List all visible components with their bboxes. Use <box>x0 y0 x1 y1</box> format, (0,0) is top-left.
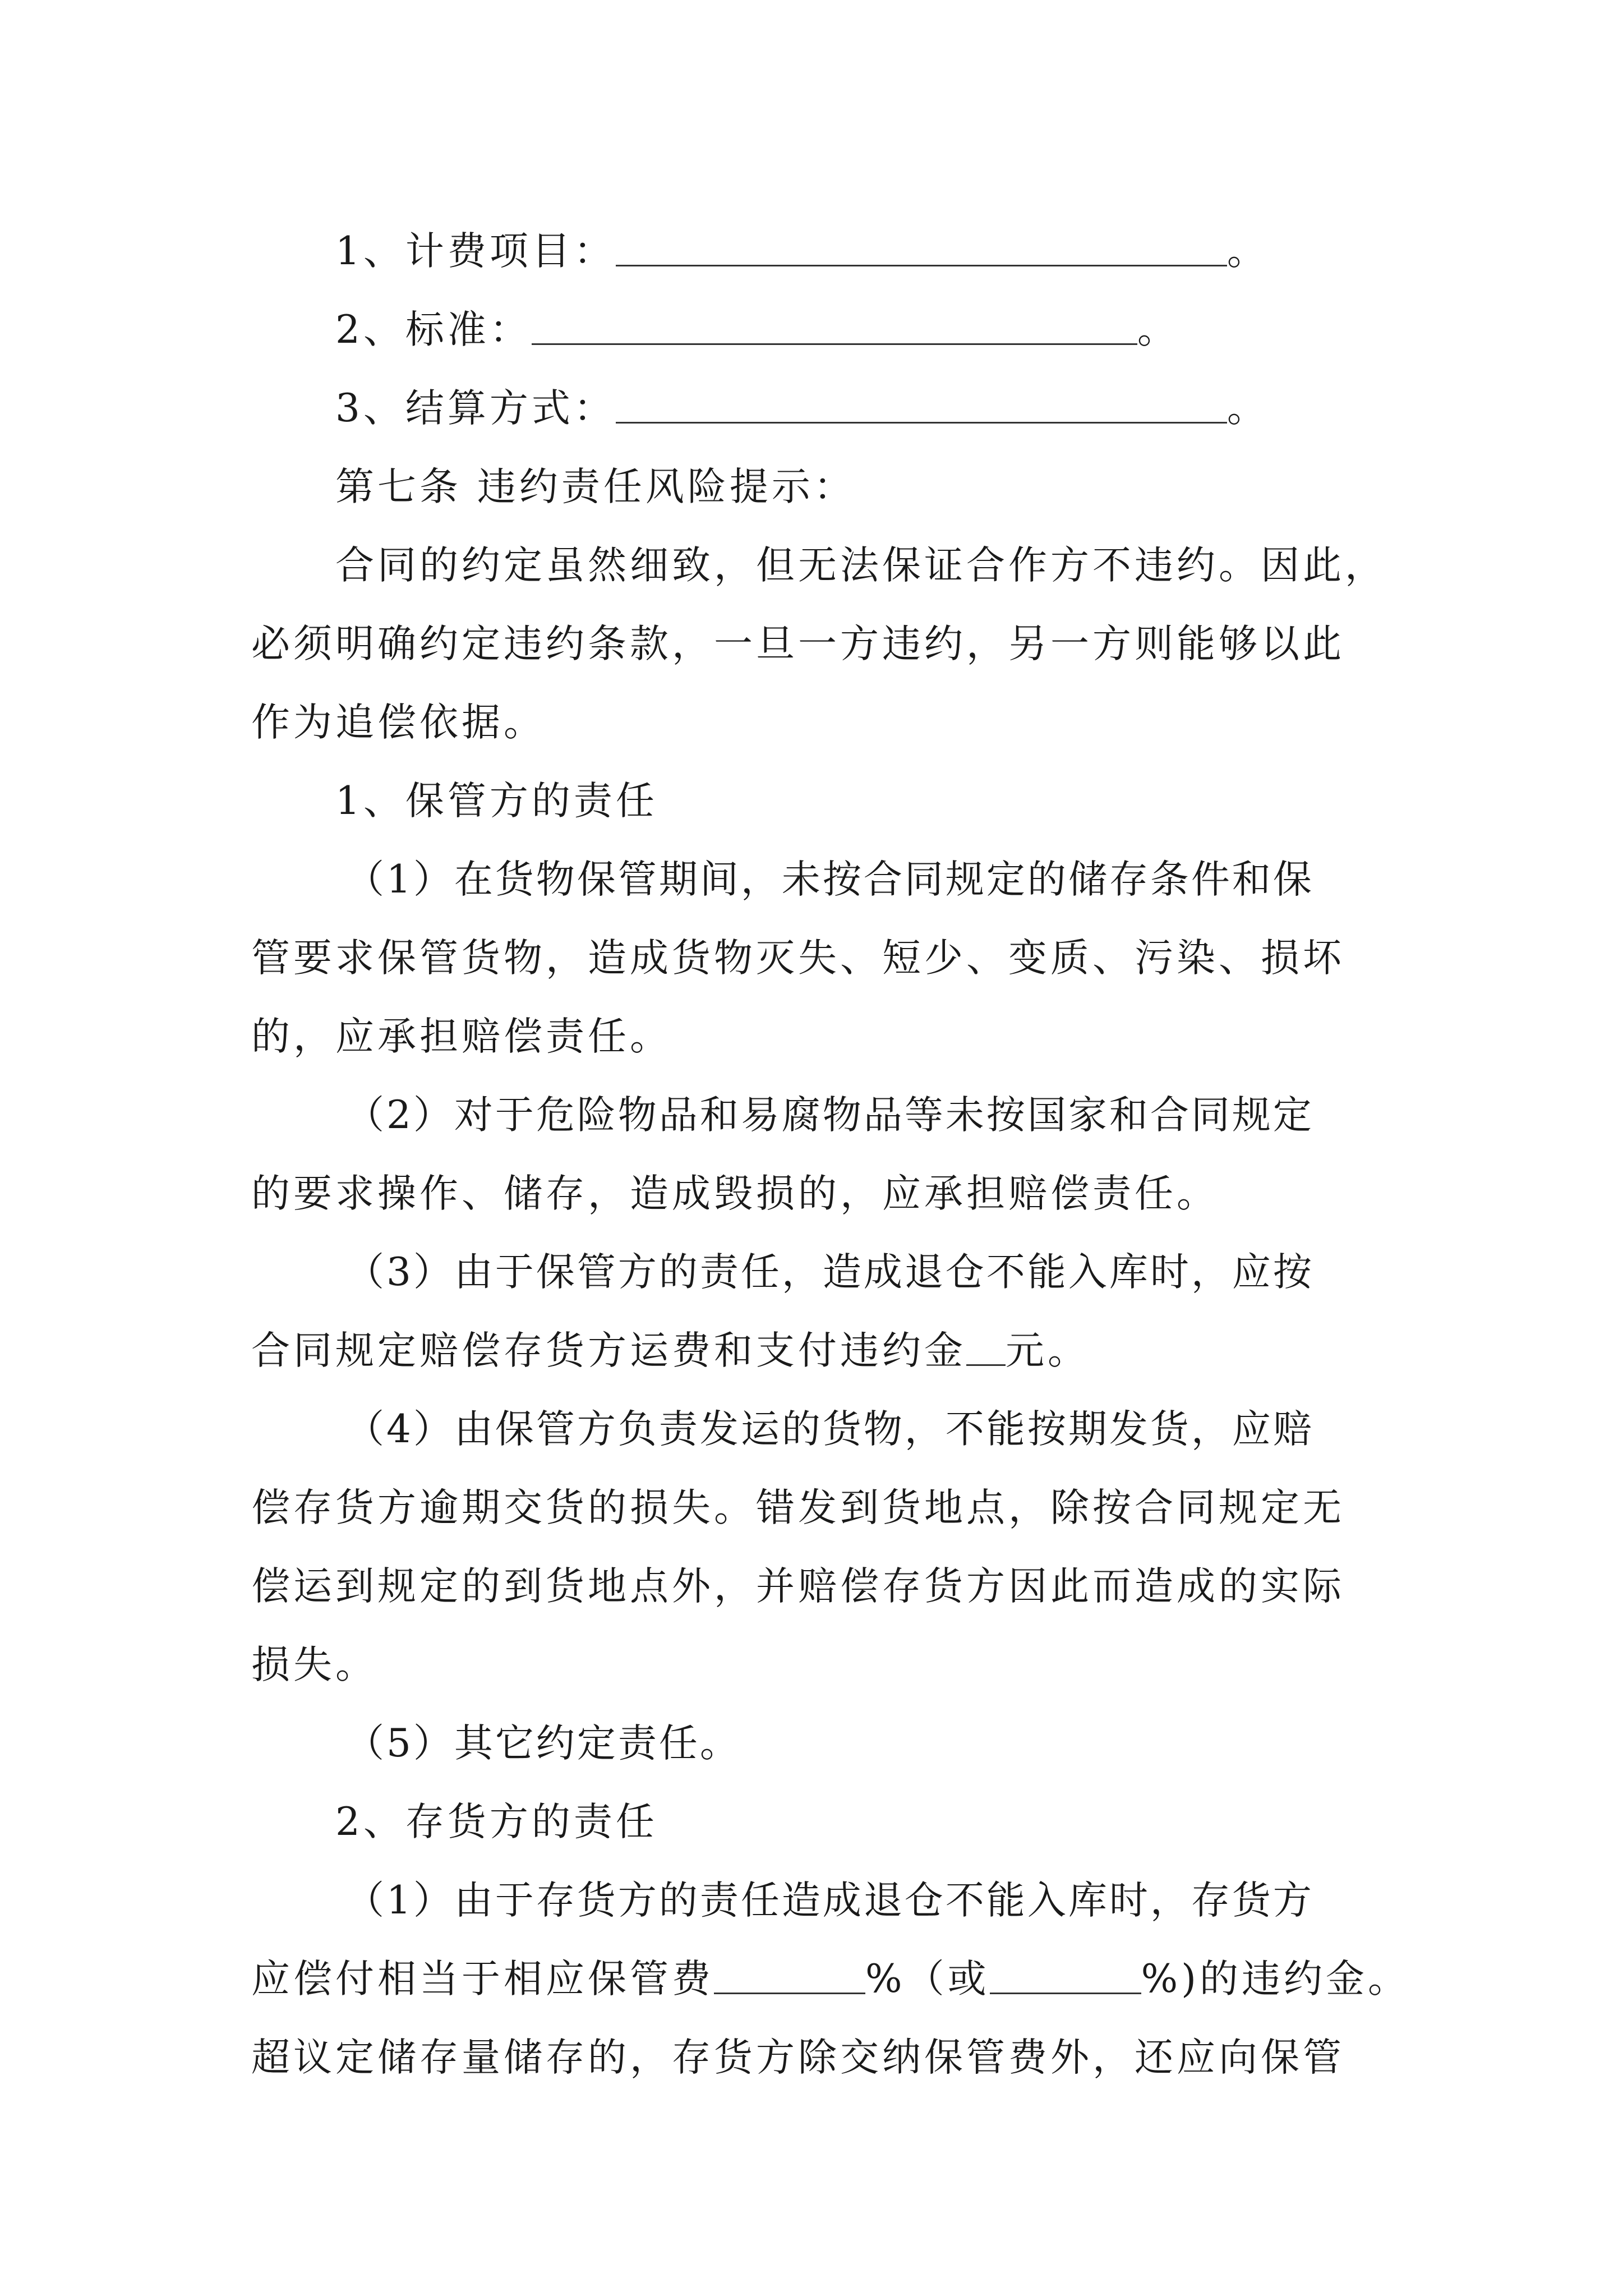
clause-line: （5）其它约定责任。 <box>345 1721 741 1766</box>
fee-item-label: 计费项目： <box>405 229 616 274</box>
paragraph-line: 必须明确约定违约条款，一旦一方违约，另一方则能够以此 <box>251 622 1345 666</box>
clause-line: 的要求操作、储存，造成毁损的，应承担赔偿责任。 <box>251 1171 1219 1216</box>
clause-line: （1）在货物保管期间，未按合同规定的储存条件和保 <box>345 857 1314 902</box>
percent-blank-alt <box>990 1959 1141 1994</box>
standard-label: 标准： <box>405 307 532 352</box>
settlement-line <box>251 369 1378 448</box>
percent-blank <box>714 1959 865 1994</box>
article-heading: 第七条 违约责任风险提示： <box>335 464 856 509</box>
clause-text: 元。 <box>1006 1328 1090 1373</box>
penalty-amount-blank <box>966 1331 1006 1366</box>
punctuation: 。 <box>1137 307 1179 352</box>
clause-line: （4）由保管方负责发运的货物，不能按期发货，应赔 <box>345 1407 1314 1452</box>
clause-text: %)的违约金。 <box>1141 1957 1410 2001</box>
clause-text: 应偿付相当于相应保管费 <box>251 1957 714 2001</box>
fee-item-line <box>251 212 1378 291</box>
settlement-label: 结算方式： <box>405 386 616 431</box>
paragraph-line: 合同的约定虽然细致，但无法保证合作方不违约。因此， <box>335 543 1387 588</box>
clause-line <box>251 1940 1410 2018</box>
clause-line: 的，应承担赔偿责任。 <box>251 1014 672 1059</box>
punctuation: 。 <box>1227 386 1269 431</box>
settlement-blank <box>616 388 1227 424</box>
clause-line: （2）对于危险物品和易腐物品等未按国家和合同规定 <box>345 1093 1314 1138</box>
clause-line: （1）由于存货方的责任造成退仓不能入库时，存货方 <box>345 1878 1314 1923</box>
standard-blank <box>532 310 1137 345</box>
clause-text: %（或 <box>865 1957 990 2001</box>
section-heading: 2、存货方的责任 <box>335 1800 658 1844</box>
clause-line: 偿运到规定的到货地点外，并赔偿存货方因此而造成的实际 <box>251 1564 1345 1609</box>
list-number: 1、 <box>335 229 405 274</box>
clause-line <box>251 1312 1378 1390</box>
clause-text: 合同规定赔偿存货方运费和支付违约金 <box>251 1328 966 1373</box>
fee-item-blank <box>616 231 1227 266</box>
document-body <box>251 212 1410 2097</box>
clause-line: 损失。 <box>251 1642 377 1687</box>
clause-line: 管要求保管货物，造成货物灭失、短少、变质、污染、损坏 <box>251 936 1345 981</box>
paragraph-line: 作为追偿依据。 <box>251 700 546 745</box>
standard-line <box>251 291 1378 369</box>
clause-line: 偿存货方逾期交货的损失。错发到货地点，除按合同规定无 <box>251 1485 1345 1530</box>
section-heading: 1、保管方的责任 <box>335 779 658 823</box>
list-number: 3、 <box>335 386 405 431</box>
clause-line: 超议定储存量储存的，存货方除交纳保管费外，还应向保管 <box>251 2035 1345 2080</box>
clause-line: （3）由于保管方的责任，造成退仓不能入库时，应按 <box>345 1250 1314 1295</box>
list-number: 2、 <box>335 307 405 352</box>
punctuation: 。 <box>1227 229 1269 274</box>
